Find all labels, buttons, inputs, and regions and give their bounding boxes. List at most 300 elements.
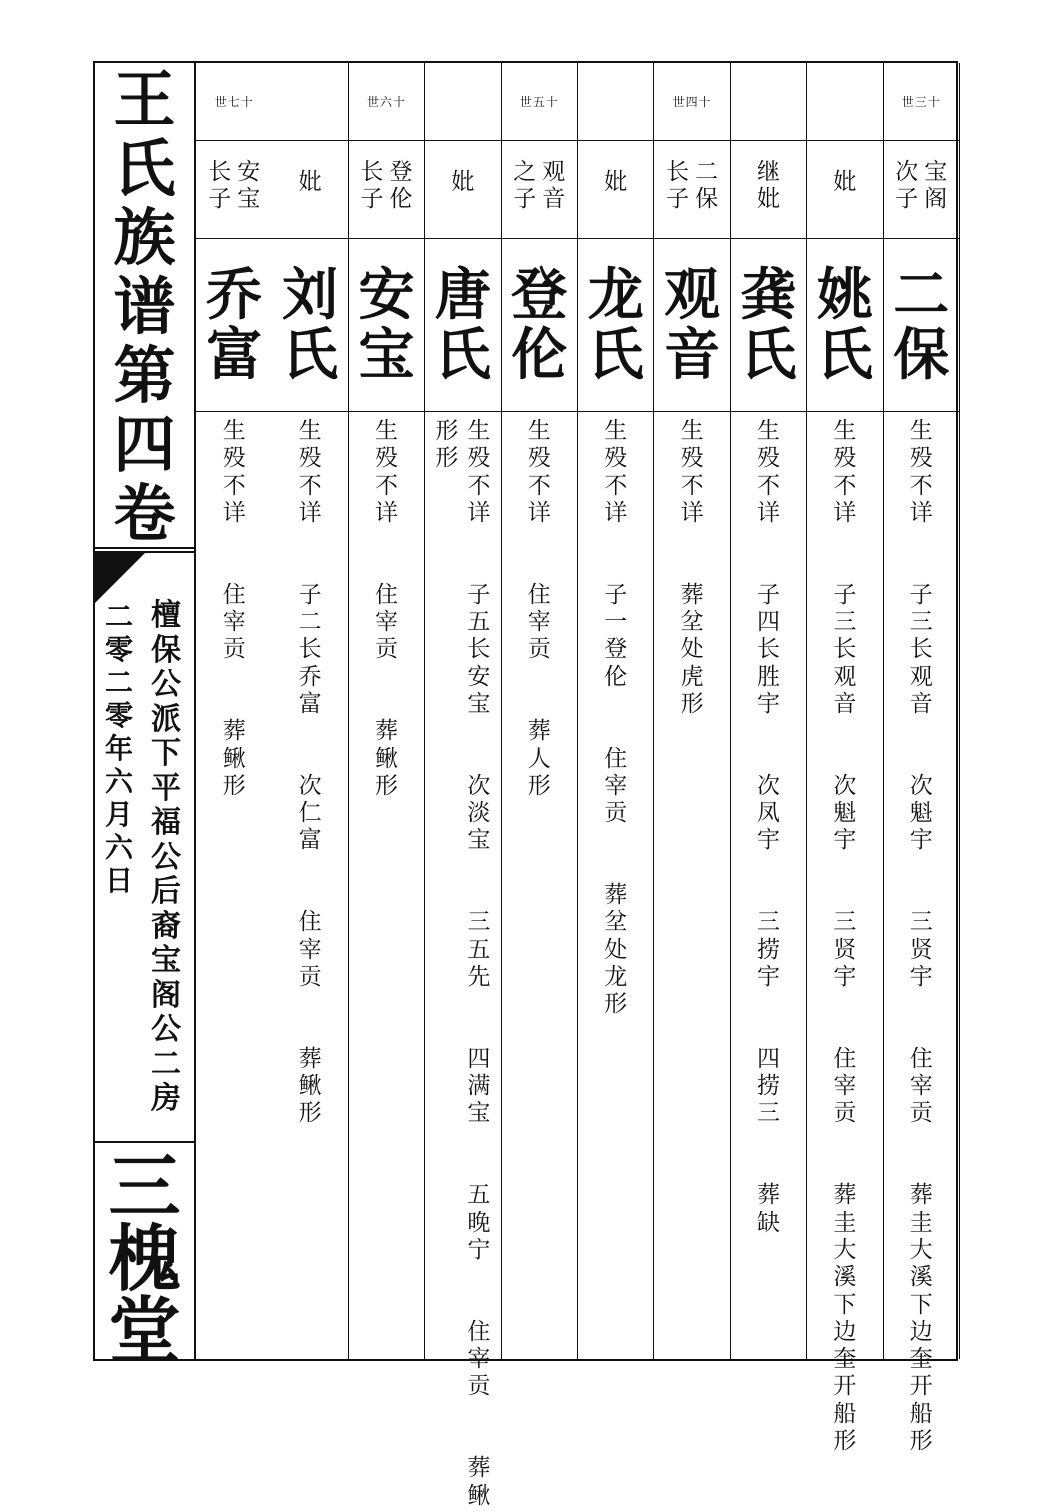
text-char: 平 bbox=[151, 770, 181, 806]
text-char: 公 bbox=[151, 667, 181, 702]
person-name bbox=[884, 239, 959, 412]
detail-char bbox=[475, 1157, 482, 1184]
person-name bbox=[654, 239, 729, 412]
detail-char: 三 bbox=[467, 909, 491, 936]
text-char: 公 bbox=[151, 839, 181, 875]
name-char: 富 bbox=[206, 322, 263, 388]
relation-char: 音 bbox=[542, 186, 566, 212]
detail-char bbox=[688, 556, 695, 583]
detail-char: 次 bbox=[909, 772, 933, 799]
relation-char: 子 bbox=[666, 186, 690, 212]
relation-text bbox=[833, 171, 856, 198]
detail-char: 鳅 bbox=[222, 745, 246, 772]
detail-char: 贡 bbox=[222, 636, 246, 663]
detail-text bbox=[907, 420, 935, 1457]
person-name bbox=[807, 239, 882, 412]
detail-char bbox=[841, 884, 848, 911]
detail-char: 详 bbox=[222, 499, 246, 526]
relation-char: 长 bbox=[208, 159, 232, 185]
detail-char: 葬 bbox=[604, 882, 628, 909]
name-char: 氏 bbox=[434, 322, 491, 388]
detail-char: 宰 bbox=[604, 772, 628, 799]
book-title bbox=[95, 63, 194, 550]
detail-char: 宇 bbox=[756, 963, 780, 990]
text-char: 二 bbox=[151, 1046, 181, 1082]
detail-char bbox=[918, 884, 925, 911]
detail-char bbox=[475, 1266, 482, 1293]
detail-char: 生 bbox=[298, 418, 322, 444]
text-char: 宝 bbox=[151, 943, 181, 978]
relation-char: 宝 bbox=[924, 159, 948, 185]
name-char: 音 bbox=[664, 322, 721, 388]
relation-text bbox=[695, 161, 718, 215]
generation-cell bbox=[349, 63, 424, 141]
detail-char: 捞 bbox=[756, 1073, 780, 1100]
detail-char: 葬 bbox=[680, 581, 704, 608]
relation-text bbox=[513, 161, 536, 215]
detail-char bbox=[475, 1294, 482, 1321]
text-char: 槐 bbox=[108, 1216, 181, 1301]
detail-char: 奎 bbox=[833, 1346, 857, 1373]
detail-char bbox=[475, 1021, 482, 1048]
detail-char bbox=[306, 556, 313, 583]
detail-char: 三 bbox=[833, 909, 857, 936]
generation-cell bbox=[425, 63, 500, 141]
detail-char bbox=[841, 556, 848, 583]
detail-char: 音 bbox=[909, 690, 933, 717]
detail-char: 葬 bbox=[298, 1045, 322, 1072]
detail-char bbox=[841, 720, 848, 747]
detail-char bbox=[918, 993, 925, 1020]
detail-char: 宁 bbox=[467, 1236, 491, 1263]
detail-char: 宝 bbox=[467, 690, 491, 717]
detail-char bbox=[306, 857, 313, 884]
detail-char: 宰 bbox=[833, 1073, 857, 1100]
detail-char bbox=[612, 529, 619, 556]
detail-char bbox=[306, 993, 313, 1020]
detail-char: 船 bbox=[909, 1400, 933, 1427]
text-char: 檀 bbox=[151, 598, 181, 633]
detail-char bbox=[765, 884, 772, 911]
detail-char: 宰 bbox=[527, 609, 551, 636]
detail-char bbox=[536, 693, 543, 720]
generation-column bbox=[349, 63, 425, 1359]
detail-char: 宇 bbox=[909, 963, 933, 990]
detail-char: 四 bbox=[756, 1045, 780, 1072]
detail-char: 形 bbox=[435, 418, 459, 444]
generation-cell bbox=[807, 63, 882, 141]
relation-char: 长 bbox=[666, 159, 690, 185]
detail-char: 宇 bbox=[909, 827, 933, 854]
detail-char: 四 bbox=[467, 1045, 491, 1072]
relation-cell bbox=[807, 141, 882, 239]
detail-char bbox=[612, 720, 619, 747]
detail-char: 次 bbox=[298, 772, 322, 799]
detail-text bbox=[372, 420, 400, 802]
text-char: 日 bbox=[104, 864, 133, 897]
genealogy-page bbox=[93, 61, 958, 1509]
relation-char: 宝 bbox=[237, 186, 261, 212]
detail-char bbox=[918, 529, 925, 556]
generation-cell bbox=[654, 63, 729, 141]
relation-char: 伦 bbox=[389, 186, 413, 212]
detail-char bbox=[475, 748, 482, 775]
detail-char bbox=[765, 720, 772, 747]
detail-char: 缺 bbox=[756, 1209, 780, 1236]
detail-char bbox=[765, 1130, 772, 1157]
detail-char: 二 bbox=[298, 609, 322, 636]
detail-char: 三 bbox=[833, 609, 857, 636]
detail-char bbox=[612, 556, 619, 583]
detail-char: 开 bbox=[909, 1373, 933, 1400]
detail-char: 形 bbox=[604, 991, 628, 1018]
detail-char bbox=[231, 666, 238, 693]
detail-char: 不 bbox=[680, 472, 704, 499]
detail-char bbox=[475, 1130, 482, 1157]
person-name bbox=[196, 239, 272, 412]
text-char: 卷 bbox=[113, 477, 176, 550]
detail-char: 溪 bbox=[833, 1264, 857, 1291]
relation-text bbox=[757, 161, 780, 215]
generation-cell bbox=[578, 63, 653, 141]
detail-char: 子 bbox=[604, 581, 628, 608]
detail-char: 胜 bbox=[756, 663, 780, 690]
text-char: 零 bbox=[104, 699, 133, 732]
detail-char: 生 bbox=[467, 418, 491, 444]
detail-char bbox=[841, 748, 848, 775]
detail-char: 宇 bbox=[833, 827, 857, 854]
relation-char: 子 bbox=[360, 186, 384, 212]
detail-char: 生 bbox=[909, 418, 933, 444]
generation-cell bbox=[502, 63, 577, 141]
detail-char: 观 bbox=[833, 663, 857, 690]
detail-char: 宇 bbox=[756, 827, 780, 854]
detail-char bbox=[765, 556, 772, 583]
text-char: 六 bbox=[104, 765, 133, 798]
text-char: 福 bbox=[151, 805, 181, 840]
detail-char: 五 bbox=[467, 1182, 491, 1209]
relation-text bbox=[299, 171, 322, 198]
detail-char bbox=[841, 1130, 848, 1157]
detail-char: 葬 bbox=[222, 718, 246, 745]
generation-cell bbox=[196, 63, 272, 141]
relation-cell bbox=[884, 141, 959, 239]
detail-char: 五 bbox=[467, 936, 491, 963]
detail-char: 长 bbox=[298, 636, 322, 663]
detail-char: 贡 bbox=[374, 636, 398, 663]
detail-char: 富 bbox=[298, 690, 322, 717]
text-char: 公 bbox=[151, 1012, 181, 1047]
detail-char: 殁 bbox=[467, 445, 491, 472]
person-name bbox=[502, 239, 577, 412]
detail-char: 一 bbox=[604, 609, 628, 636]
generation-column bbox=[425, 63, 501, 1509]
person-name bbox=[349, 239, 424, 412]
relation-char: 子 bbox=[208, 186, 232, 212]
name-char: 宝 bbox=[358, 322, 415, 388]
detail-char: 下 bbox=[909, 1291, 933, 1318]
detail-char bbox=[536, 556, 543, 583]
detail-char: 不 bbox=[222, 472, 246, 499]
detail-char: 贡 bbox=[467, 1373, 491, 1400]
detail-cell bbox=[578, 412, 653, 1359]
detail-char: 鳅 bbox=[374, 745, 398, 772]
relation-char: 子 bbox=[895, 186, 919, 212]
detail-char: 形 bbox=[527, 772, 551, 799]
detail-char bbox=[841, 993, 848, 1020]
relation-char: 妣 bbox=[756, 186, 780, 212]
detail-char: 处 bbox=[680, 636, 704, 663]
relation-char: 妣 bbox=[451, 169, 475, 195]
relation-char: 阁 bbox=[924, 186, 948, 212]
detail-char: 殁 bbox=[680, 445, 704, 472]
person-name bbox=[425, 239, 500, 412]
text-char: 保 bbox=[151, 632, 181, 668]
detail-char bbox=[841, 1157, 848, 1184]
text-char: 二 bbox=[104, 600, 133, 633]
text-char: 阁 bbox=[151, 977, 181, 1013]
generation-label: 世七十 bbox=[214, 95, 254, 109]
generation-column bbox=[807, 63, 883, 1454]
detail-text bbox=[525, 420, 553, 802]
name-char: 氏 bbox=[740, 322, 797, 388]
relation-text bbox=[360, 161, 383, 215]
detail-char: 宰 bbox=[467, 1346, 491, 1373]
detail-char bbox=[536, 666, 543, 693]
relation-char: 妣 bbox=[604, 169, 628, 195]
detail-text bbox=[678, 420, 706, 720]
relation-cell bbox=[196, 141, 272, 239]
detail-char: 子 bbox=[833, 581, 857, 608]
name-char: 氏 bbox=[816, 322, 873, 388]
generation-label: 世四十 bbox=[672, 95, 712, 109]
detail-char: 次 bbox=[833, 772, 857, 799]
detail-char: 详 bbox=[374, 499, 398, 526]
detail-char: 葬 bbox=[467, 1455, 491, 1482]
detail-char: 处 bbox=[604, 936, 628, 963]
detail-char: 奎 bbox=[909, 1346, 933, 1373]
detail-char: 详 bbox=[527, 499, 551, 526]
detail-char: 贤 bbox=[833, 936, 857, 963]
generation-column bbox=[502, 63, 578, 1359]
detail-char: 住 bbox=[833, 1045, 857, 1072]
name-char: 乔 bbox=[206, 262, 263, 328]
relation-char: 观 bbox=[542, 159, 566, 185]
detail-char: 次 bbox=[467, 772, 491, 799]
detail-char: 溪 bbox=[909, 1264, 933, 1291]
detail-char: 大 bbox=[833, 1236, 857, 1263]
detail-char: 殁 bbox=[298, 445, 322, 472]
detail-char: 圭 bbox=[909, 1209, 933, 1236]
detail-cell bbox=[502, 412, 577, 1359]
detail-char: 魁 bbox=[909, 800, 933, 827]
detail-char: 安 bbox=[467, 663, 491, 690]
relation-text bbox=[389, 161, 412, 215]
detail-text bbox=[465, 420, 493, 1512]
name-char: 伦 bbox=[511, 322, 568, 388]
detail-char: 详 bbox=[467, 499, 491, 526]
detail-char: 贡 bbox=[527, 636, 551, 663]
title-column bbox=[95, 63, 196, 1373]
detail-char bbox=[765, 529, 772, 556]
relation-char: 继 bbox=[756, 159, 780, 185]
detail-char: 不 bbox=[756, 472, 780, 499]
detail-char bbox=[612, 829, 619, 856]
detail-char: 形 bbox=[833, 1427, 857, 1454]
detail-char: 四 bbox=[756, 609, 780, 636]
detail-char: 宇 bbox=[756, 690, 780, 717]
detail-char: 殁 bbox=[604, 445, 628, 472]
detail-char: 下 bbox=[833, 1291, 857, 1318]
detail-char: 贡 bbox=[833, 1100, 857, 1127]
relation-cell bbox=[272, 141, 347, 239]
detail-char: 贡 bbox=[298, 963, 322, 990]
detail-char bbox=[918, 1130, 925, 1157]
text-char: 后 bbox=[151, 874, 181, 909]
detail-char: 宇 bbox=[833, 963, 857, 990]
generation-column bbox=[731, 63, 807, 1359]
detail-char: 坌 bbox=[680, 609, 704, 636]
text-char: 派 bbox=[151, 701, 181, 737]
detail-char bbox=[475, 884, 482, 911]
text-char: 四 bbox=[113, 408, 176, 481]
detail-char: 宝 bbox=[467, 827, 491, 854]
detail-char: 鳅 bbox=[467, 1482, 491, 1509]
detail-char bbox=[918, 748, 925, 775]
detail-char: 子 bbox=[298, 581, 322, 608]
detail-char: 形 bbox=[435, 445, 459, 472]
text-char: 零 bbox=[104, 633, 133, 666]
relation-text bbox=[666, 161, 689, 215]
text-char: 三 bbox=[108, 1144, 181, 1229]
detail-cell bbox=[425, 412, 500, 1509]
detail-char: 形 bbox=[222, 772, 246, 799]
detail-char: 富 bbox=[298, 827, 322, 854]
detail-char: 生 bbox=[756, 418, 780, 444]
detail-char: 人 bbox=[527, 745, 551, 772]
detail-char: 住 bbox=[909, 1045, 933, 1072]
detail-char: 子 bbox=[909, 581, 933, 608]
detail-char bbox=[231, 693, 238, 720]
detail-char bbox=[383, 693, 390, 720]
relation-text bbox=[604, 171, 627, 198]
detail-char bbox=[765, 857, 772, 884]
detail-char: 详 bbox=[756, 499, 780, 526]
detail-char: 晚 bbox=[467, 1209, 491, 1236]
detail-char: 三 bbox=[756, 909, 780, 936]
relation-cell bbox=[502, 141, 577, 239]
detail-char: 宰 bbox=[222, 609, 246, 636]
detail-char: 长 bbox=[909, 636, 933, 663]
detail-char bbox=[383, 666, 390, 693]
detail-char: 三 bbox=[756, 1100, 780, 1127]
detail-char: 葬 bbox=[374, 718, 398, 745]
detail-char bbox=[918, 1021, 925, 1048]
detail-char bbox=[475, 857, 482, 884]
detail-char: 虎 bbox=[680, 663, 704, 690]
name-char: 龙 bbox=[587, 262, 644, 328]
detail-char bbox=[475, 529, 482, 556]
detail-char: 乔 bbox=[298, 663, 322, 690]
detail-char: 不 bbox=[833, 472, 857, 499]
detail-char: 生 bbox=[222, 418, 246, 444]
detail-char: 不 bbox=[527, 472, 551, 499]
generation-label: 世三十 bbox=[901, 95, 941, 109]
name-char: 安 bbox=[358, 262, 415, 328]
branch-lineage bbox=[149, 598, 183, 1119]
text-char: 裔 bbox=[151, 908, 181, 944]
detail-char: 详 bbox=[909, 499, 933, 526]
detail-char: 住 bbox=[604, 745, 628, 772]
detail-char: 宰 bbox=[298, 936, 322, 963]
text-char: 下 bbox=[151, 736, 181, 771]
detail-char: 住 bbox=[527, 581, 551, 608]
name-char: 氏 bbox=[587, 322, 644, 388]
detail-char bbox=[841, 857, 848, 884]
detail-char: 登 bbox=[604, 636, 628, 663]
detail-char: 殁 bbox=[756, 445, 780, 472]
detail-text bbox=[433, 420, 461, 1512]
generation-column bbox=[654, 63, 730, 1359]
relation-char: 之 bbox=[513, 159, 537, 185]
text-char: 族 bbox=[113, 201, 176, 274]
detail-cell bbox=[349, 412, 424, 1359]
text-char: 王 bbox=[113, 63, 176, 136]
detail-char bbox=[306, 720, 313, 747]
detail-char bbox=[383, 529, 390, 556]
relation-cell bbox=[731, 141, 806, 239]
person-name bbox=[272, 239, 347, 412]
detail-char: 开 bbox=[833, 1373, 857, 1400]
generation-column bbox=[884, 63, 960, 1454]
detail-char: 满 bbox=[467, 1073, 491, 1100]
detail-char bbox=[306, 748, 313, 775]
detail-char bbox=[475, 720, 482, 747]
detail-text bbox=[831, 420, 859, 1457]
relation-char: 长 bbox=[360, 159, 384, 185]
relation-char: 登 bbox=[389, 159, 413, 185]
detail-char: 葬 bbox=[909, 1182, 933, 1209]
relation-text bbox=[542, 161, 565, 215]
detail-char: 贤 bbox=[909, 936, 933, 963]
name-char: 姚 bbox=[816, 262, 873, 328]
name-char: 唐 bbox=[434, 262, 491, 328]
detail-char: 葬 bbox=[756, 1182, 780, 1209]
generation-label: 世五十 bbox=[519, 95, 559, 109]
name-char: 龚 bbox=[740, 262, 797, 328]
relation-char: 二 bbox=[695, 159, 719, 185]
detail-char: 生 bbox=[680, 418, 704, 444]
relation-text bbox=[451, 171, 474, 198]
detail-char: 详 bbox=[604, 499, 628, 526]
detail-char: 殁 bbox=[527, 445, 551, 472]
detail-char: 长 bbox=[756, 636, 780, 663]
detail-char: 形 bbox=[909, 1427, 933, 1454]
generation-column bbox=[196, 63, 272, 1359]
detail-char bbox=[536, 529, 543, 556]
detail-char: 鳅 bbox=[298, 1073, 322, 1100]
text-char: 六 bbox=[104, 831, 133, 864]
detail-char bbox=[231, 556, 238, 583]
detail-char bbox=[306, 884, 313, 911]
hall-divider bbox=[95, 1141, 194, 1143]
detail-char: 生 bbox=[833, 418, 857, 444]
name-char: 保 bbox=[893, 322, 950, 388]
detail-char: 贡 bbox=[604, 800, 628, 827]
relation-char: 妣 bbox=[298, 169, 322, 195]
name-char: 观 bbox=[664, 262, 721, 328]
detail-char bbox=[306, 1021, 313, 1048]
